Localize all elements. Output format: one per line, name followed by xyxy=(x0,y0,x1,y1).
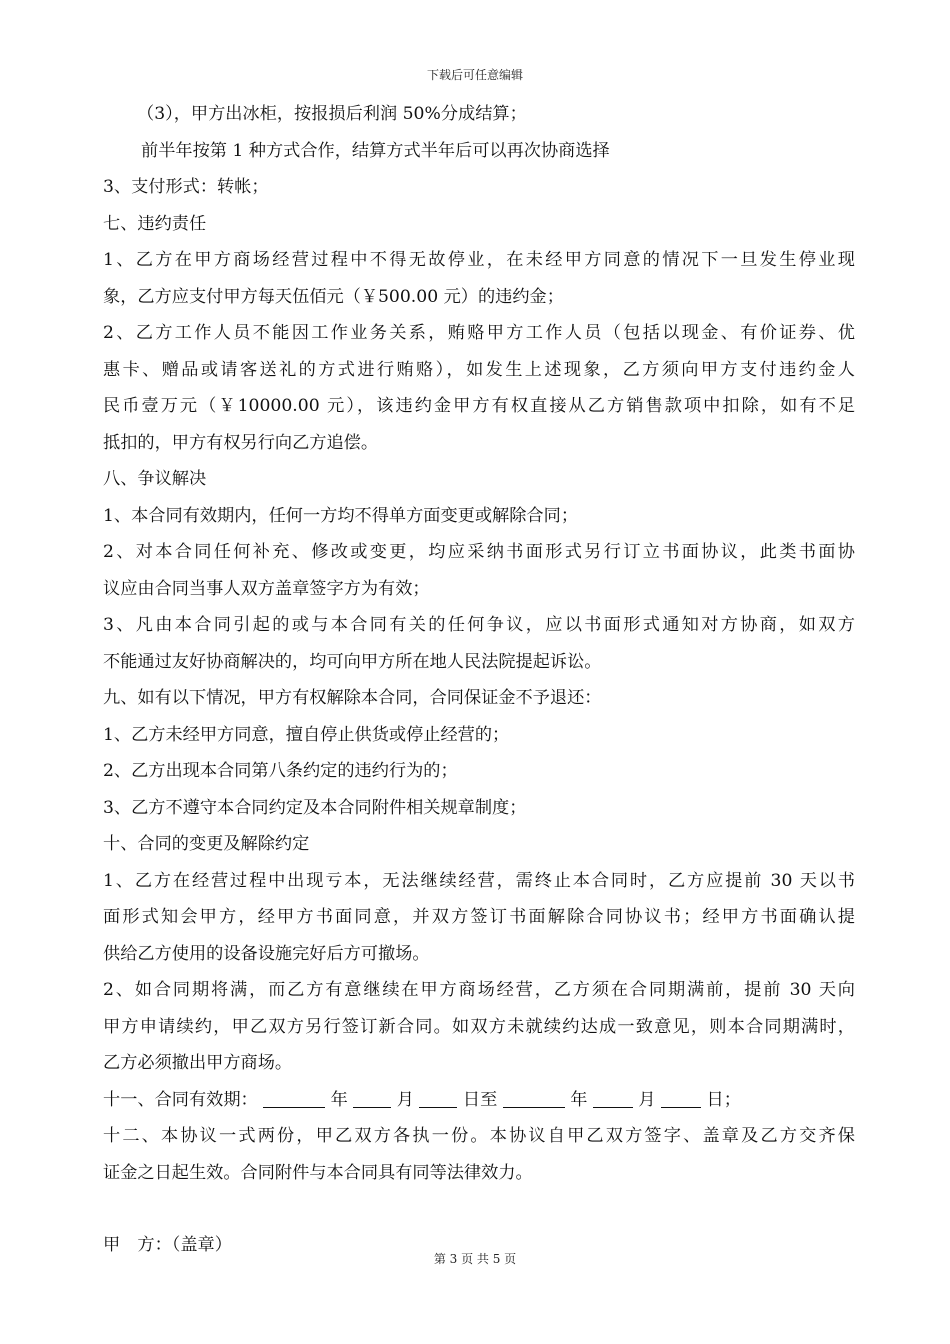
start-day-label: 日至 xyxy=(462,1089,498,1110)
text-line: 十二、本协议一式两份，甲乙双方各执一份。本协议自甲乙双方签字、盖章及乙方交齐保 xyxy=(103,1126,855,1146)
text-line: 2、如合同期将满，而乙方有意继续在甲方商场经营，乙方须在合同期满前，提前 30 天向 xyxy=(103,980,855,1000)
text-line: 象，乙方应支付甲方每天伍佰元（￥500.00 元）的违约金； xyxy=(103,286,564,307)
start-month-blank[interactable] xyxy=(353,1088,391,1107)
text-line: 甲方申请续约，甲乙双方另行签订新合同。如双方未就续约达成一致意见，则本合同期满时， xyxy=(103,1016,855,1037)
text-line: 3、乙方不遵守本合同约定及本合同附件相关规章制度； xyxy=(103,797,527,818)
text-line: 1、乙方未经甲方同意，擅自停止供货或停止经营的； xyxy=(103,724,510,745)
text-line: 证金之日起生效。合同附件与本合同具有同等法律效力。 xyxy=(103,1162,533,1183)
text-line: 抵扣的，甲方有权另行向乙方追偿。 xyxy=(103,432,379,453)
text-line: 乙方必须撤出甲方商场。 xyxy=(103,1053,293,1073)
text-line: 1、乙方在经营过程中出现亏本，无法继续经营，需终止本合同时，乙方应提前 30 天以书 xyxy=(103,870,855,891)
start-day-blank[interactable] xyxy=(419,1088,457,1107)
text-line: 1、本合同有效期内，任何一方均不得单方面变更或解除合同； xyxy=(103,505,579,526)
text-line: （3），甲方出冰柜，按报损后利润 50%分成结算； xyxy=(137,104,527,124)
text-line: 供给乙方使用的设备设施完好后方可撤场。 xyxy=(103,943,430,964)
section-heading: 九、如有以下情况，甲方有权解除本合同，合同保证金不予退还： xyxy=(103,688,602,708)
document-body xyxy=(103,96,855,1264)
start-month-label: 月 xyxy=(396,1089,414,1110)
page-footer: 第 3 页 共 5 页 xyxy=(433,1252,517,1266)
end-day-label: 日； xyxy=(706,1089,741,1110)
page-header: 下载后可任意编辑 xyxy=(426,68,523,82)
text-line: 面形式知会甲方，经甲方书面同意，并双方签订书面解除合同协议书；经甲方书面确认提 xyxy=(103,907,855,927)
signature-line: 甲 方：（盖章） xyxy=(103,1235,232,1255)
term-label: 十一、合同有效期： xyxy=(103,1089,258,1110)
end-year-blank[interactable] xyxy=(503,1088,565,1107)
text-line: 3、凡由本合同引起的或与本合同有关的任何争议，应以书面形式通知对方协商，如双方 xyxy=(103,615,855,635)
text-line: 3、支付形式：转帐； xyxy=(103,177,269,197)
text-line: 惠卡、赠品或请客送礼的方式进行贿赂），如发生上述现象，乙方须向甲方支付违约金人 xyxy=(103,359,855,380)
section-heading: 十、合同的变更及解除约定 xyxy=(103,834,310,854)
text-line: 前半年按第 1 种方式合作，结算方式半年后可以再次协商选择 xyxy=(141,140,610,161)
start-year-label: 年 xyxy=(330,1089,348,1110)
text-line: 民币壹万元（￥10000.00 元），该违约金甲方有权直接从乙方销售款项中扣除，如有不足 xyxy=(103,396,855,416)
section-heading: 七、违约责任 xyxy=(103,213,207,234)
end-year-label: 年 xyxy=(570,1089,588,1110)
text-line: 2、乙方出现本合同第八条约定的违约行为的； xyxy=(103,761,458,781)
section-heading: 八、争议解决 xyxy=(103,469,207,489)
spacer xyxy=(103,1191,855,1227)
end-month-blank[interactable] xyxy=(593,1088,633,1107)
text-line: 2、乙方工作人员不能因工作业务关系，贿赂甲方工作人员（包括以现金、有价证券、优 xyxy=(103,323,855,343)
end-day-blank[interactable] xyxy=(661,1088,701,1107)
start-year-blank[interactable] xyxy=(263,1088,325,1107)
text-line: 不能通过友好协商解决的，均可向甲方所在地人民法院提起诉讼。 xyxy=(103,651,602,672)
end-month-label: 月 xyxy=(638,1089,656,1110)
text-line: 议应由合同当事人双方盖章签字方为有效； xyxy=(103,578,430,599)
text-line: 2、对本合同任何补充、修改或变更，均应采纳书面形式另行订立书面协议，此类书面协 xyxy=(103,542,855,562)
text-line: 1、乙方在甲方商场经营过程中不得无故停业，在未经甲方同意的情况下一旦发生停业现 xyxy=(103,250,855,270)
contract-term-line xyxy=(103,1082,855,1119)
